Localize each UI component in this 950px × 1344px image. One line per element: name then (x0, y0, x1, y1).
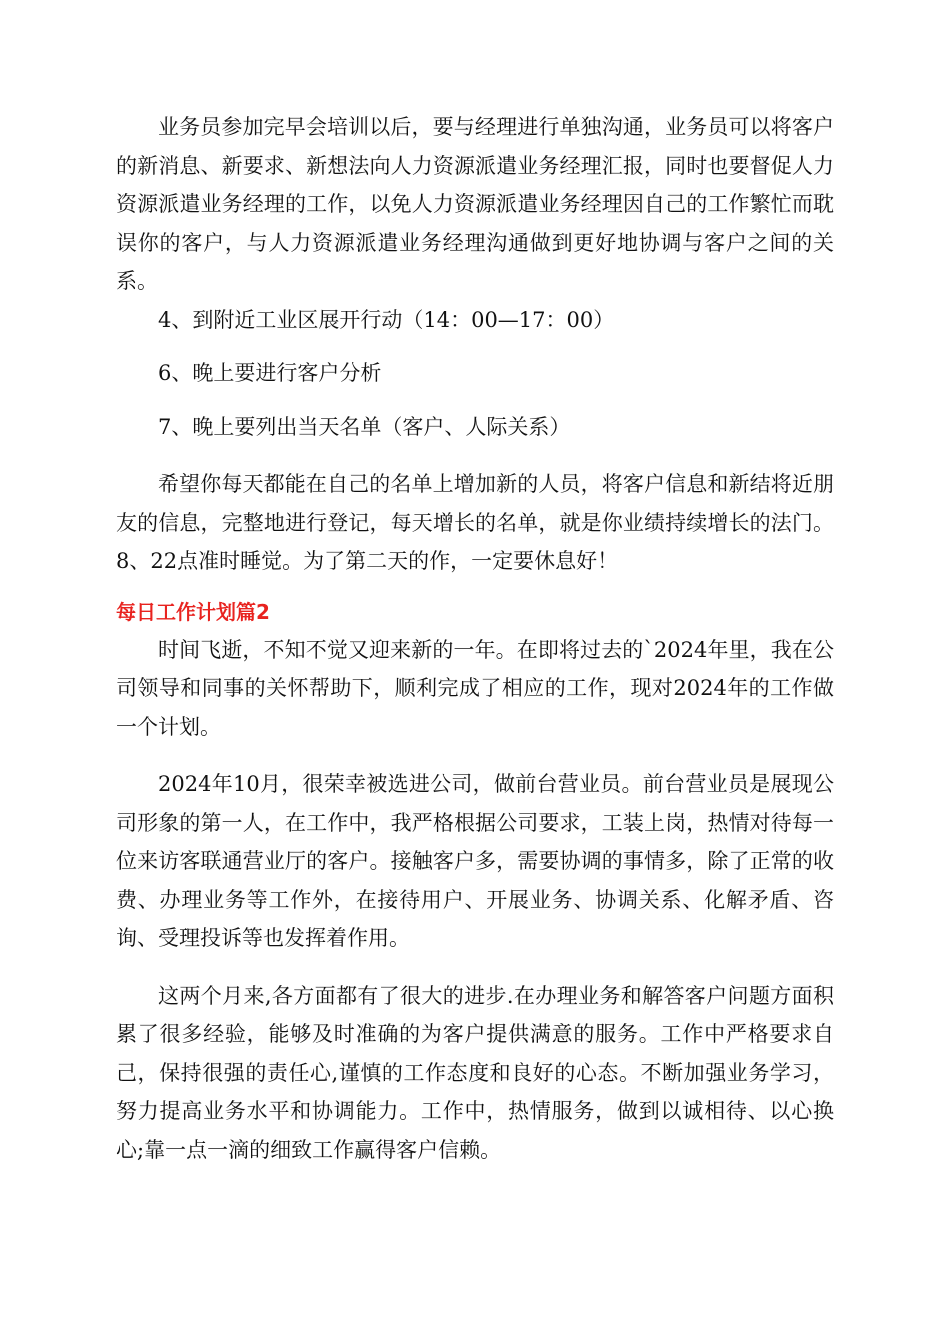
list-item-daily-list: 7、晚上要列出当天名单（客户、人际关系） (158, 414, 571, 439)
document-body (116, 108, 834, 1169)
section-heading: 每日工作计划篇2 (116, 599, 270, 624)
paragraph-intro: 时间飞逝，不知不觉又迎来新的一年。在即将过去的`2024年里，我在公司领导和同事的关怀帮助下，顺利完成了相应的工作，现对2024年的工作做一个计划。 (116, 637, 834, 739)
paragraph-progress: 这两个月来,各方面都有了很大的进步.在办理业务和解答客户问题方面积累了很多经验，能够及时准确的为客户提供满意的服务。工作中严格要求自己，保持很强的责任心,谨慎的工作态度和良好的心态。不断加强业务学习，努力提高业务水平和协调能力。工作中，热情服务，做到以诚相待、以心换心;靠一点一滴的细致工作赢得客户信赖。 (116, 983, 834, 1162)
paragraph-report-to-manager: 业务员参加完早会培训以后，要与经理进行单独沟通，业务员可以将客户的新消息、新要求、新想法向人力资源派遣业务经理汇报，同时也要督促人力资源派遣业务经理的工作，以免人力资源派遣业务经理因自己的工作繁忙而耽误你的客户，与人力资源派遣业务经理沟通做到更好地协调与客户之间的关系。 (116, 115, 834, 293)
list-item-customer-analysis: 6、晚上要进行客户分析 (158, 361, 382, 385)
paragraph-front-desk: 2024年10月，很荣幸被选进公司，做前台营业员。前台营业员是展现公司形象的第一人，在工作中，我严格根据公司要求，工装上岗，热情对待每一位来访客联通营业厅的客户。接触客户多，需要协调的事情多，除了正常的收费、办理业务等工作外，在接待用户、开展业务、协调关系、化解矛盾、咨询、受理投诉等也发挥着作用。 (116, 772, 834, 950)
list-item-industrial-zone: 4、到附近工业区展开行动（14：00—17：00） (158, 307, 615, 332)
paragraph-closing: 希望你每天都能在自己的名单上增加新的人员，将客户信息和新结将近朋友的信息，完整地进行登记，每天增长的名单，就是你业绩持续增长的法门。8、22点准时睡觉。为了第二天的作，一定要休息好！ (116, 472, 834, 573)
